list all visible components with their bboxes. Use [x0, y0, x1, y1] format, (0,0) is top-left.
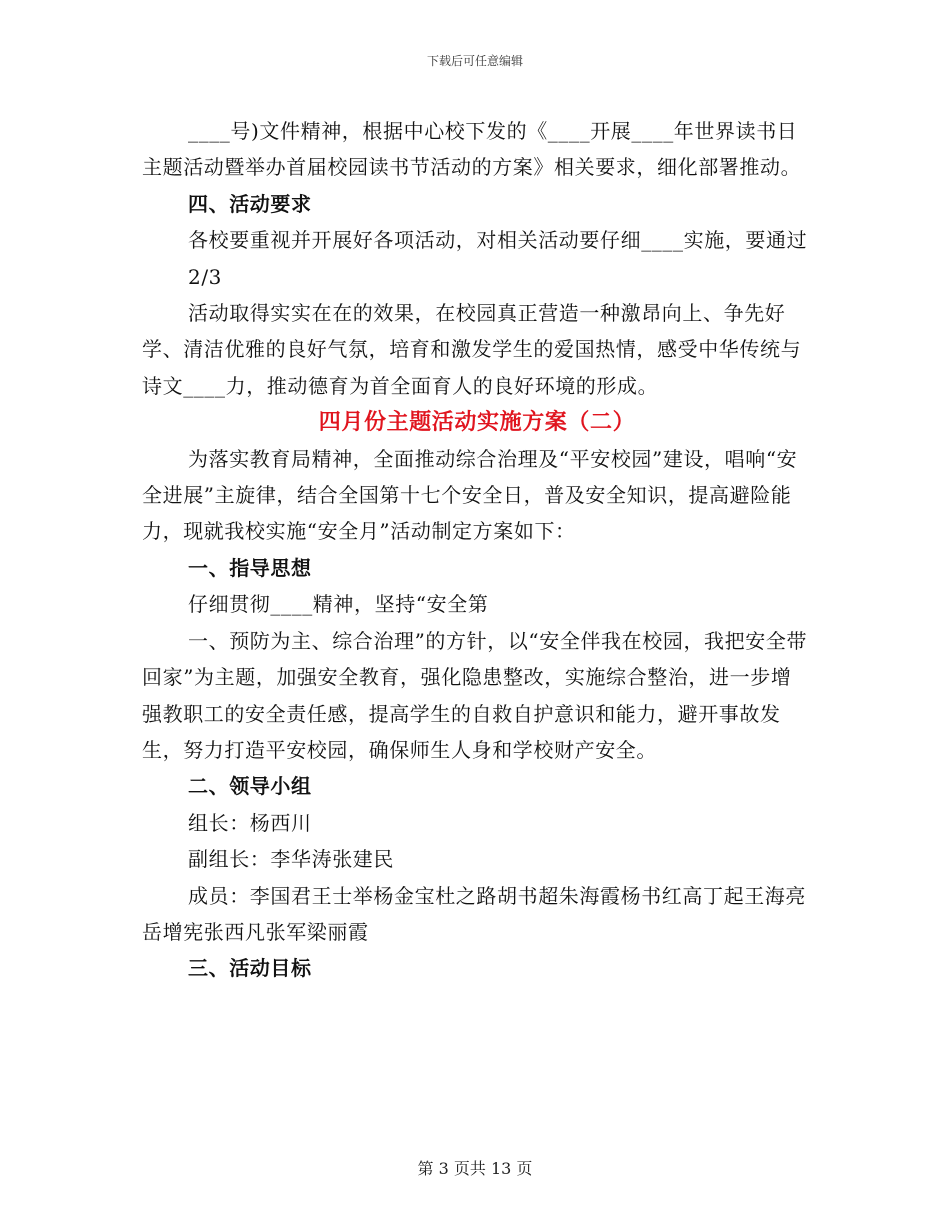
inline-page-marker: 2/3: [188, 264, 222, 289]
paragraph-introduction: 为落实教育局精神，全面推动综合治理及“平安校园”建设，唱响“安全进展”主旋律，结合全国第十七个安全日，普及安全知识，提高避险能力，现就我校实施“安全月”活动制定方案如下：: [142, 446, 798, 544]
paragraph-file-spirit: ____号)文件精神，根据中心校下发的《____开展____年世界读书日主题活动暨举办首届校园读书节活动的方案》相关要求，细化部署推动。: [142, 119, 802, 180]
paragraph-deputy-leader: 副组长：李华涛张建民: [188, 847, 394, 872]
paragraph-members: 成员：李国君王士举杨金宝杜之路胡书超朱海霞杨书红高丁起王海亮岳增宪张西凡张军梁丽霞: [142, 883, 806, 944]
document-body: [142, 113, 812, 987]
section-heading-activity-goals: 三、活动目标: [188, 956, 312, 981]
page-footer: 第 3 页共 13 页: [417, 1159, 533, 1178]
section-heading-leadership-group: 二、领导小组: [188, 774, 312, 799]
paragraph-requirements: 各校要重视并开展好各项活动，对相关活动要仔细____实施，要通过: [188, 228, 808, 253]
paragraph-effects: 活动取得实实在在的效果，在校园真正营造一种激昂向上、争先好学、清洁优雅的良好气氛，培育和激发学生的爱国热情，感受中华传统与诗文____力，推动德育为首全面育人的良好环境的形成。: [142, 301, 802, 398]
page-header: 下载后可任意编辑: [426, 54, 523, 68]
paragraph-implement-spirit: 仔细贯彻____精神，坚持“安全第: [188, 592, 489, 617]
section-heading-guiding-ideology: 一、指导思想: [188, 555, 312, 580]
document-title: 四月份主题活动实施方案（二）: [318, 409, 636, 436]
paragraph-group-leader: 组长：杨西川: [188, 810, 312, 835]
paragraph-safety-principle: 一、预防为主、综合治理”的方针，以“安全伴我在校园，我把安全带回家”为主题，加强安全教育，强化隐患整改，实施综合整治，进一步增强教职工的安全责任感，提高学生的自救自护意识和能力，避开事故发生，努力打造平安校园，确保师生人身和学校财产安全。: [142, 628, 808, 762]
section-heading-activity-requirements: 四、活动要求: [188, 191, 312, 216]
